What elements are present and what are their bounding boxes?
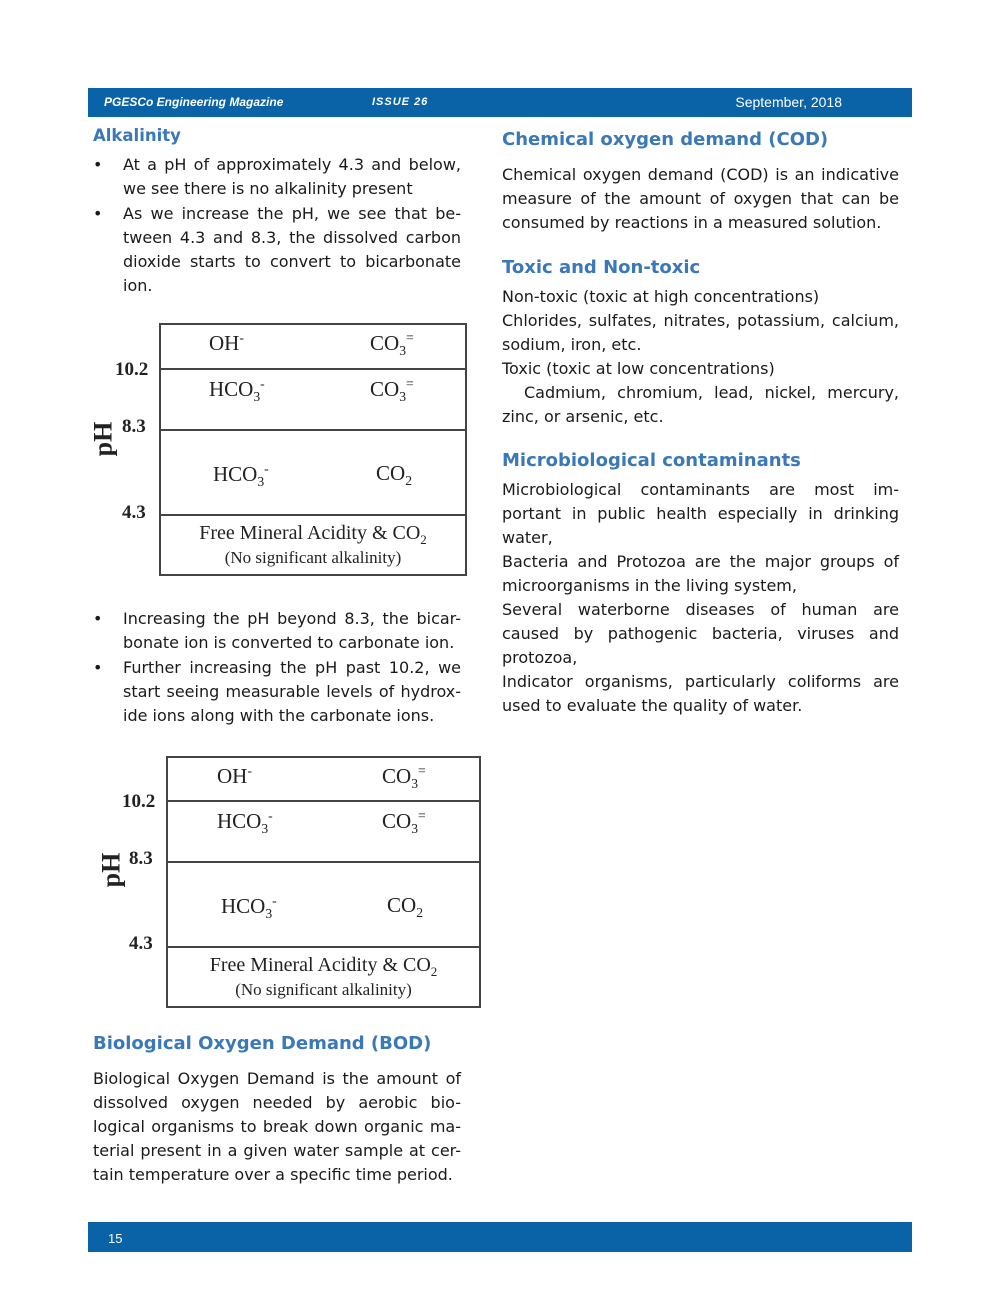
list-item: • At a pH of approximately 4.3 and below, we see there is no alkalinity present xyxy=(93,153,461,201)
list-item: • Increasing the pH beyond 8.3, the bicar-bonate ion is converted to carbonate ion. xyxy=(93,607,461,655)
page-header xyxy=(88,88,912,117)
toxic-line: Non-toxic (toxic at high concentrations) xyxy=(502,287,820,306)
issue-number: ISSUE 26 xyxy=(372,96,429,108)
toxic-line: Cadmium, chromium, lead, nickel, mercury, zinc, or arsenic, etc. xyxy=(502,383,899,426)
alkalinity-section-continued xyxy=(93,607,461,729)
alkalinity-heading: Alkalinity xyxy=(93,126,181,145)
microbiological-paragraph: Microbiological contaminants are most im-portant in public health especially in drinking water, xyxy=(502,480,899,547)
tick-label: 10.2 xyxy=(122,791,156,812)
hydroxide-label: OH- xyxy=(217,763,252,788)
cod-section xyxy=(502,129,899,235)
page-number: 15 xyxy=(108,1231,123,1246)
issue-date: September, 2018 xyxy=(735,94,842,110)
ph-axis-label: pH xyxy=(96,852,126,888)
toxic-heading: Toxic and Non-toxic xyxy=(502,257,701,278)
carbonate-label: $CO_3^=$ xyxy=(382,808,426,837)
page-footer xyxy=(88,1222,912,1252)
bod-paragraph: Biological Oxygen Demand is the amount of dissolved oxygen needed by aerobic bio-logical organisms to break down organic ma-terial present in a given water sample at cer-tain temperature over a specific time period. xyxy=(93,1069,461,1184)
carbon-dioxide-label: $CO_2$ xyxy=(387,893,424,921)
alkalinity-bullets-2 xyxy=(93,607,461,728)
hydroxide-label: OH- xyxy=(209,330,244,355)
toxic-section xyxy=(502,257,899,429)
microbiological-section xyxy=(502,450,899,718)
bicarbonate-label: $HCO_3^-$ xyxy=(221,893,277,922)
microbiological-paragraph: Several waterborne diseases of human are caused by pathogenic bacteria, viruses and protozoa, xyxy=(502,600,899,667)
divider xyxy=(166,861,481,863)
divider xyxy=(159,368,467,370)
free-mineral-acidity-label: Free Mineral Acidity & $CO_2$ xyxy=(209,954,438,979)
alkalinity-section xyxy=(93,126,461,299)
tick-label: 8.3 xyxy=(122,416,146,437)
bicarbonate-label: $HCO_3^-$ xyxy=(217,808,273,837)
toxic-line: Toxic (toxic at low concentrations) xyxy=(502,359,775,378)
no-alkalinity-note: (No significant alkalinity) xyxy=(224,548,402,567)
alkalinity-bullets-1 xyxy=(93,153,461,298)
microbiological-heading: Microbiological contaminants xyxy=(502,450,801,471)
carbonate-label: $CO_3^=$ xyxy=(370,376,414,405)
bicarbonate-label: $HCO_3^-$ xyxy=(209,376,265,405)
cod-heading: Chemical oxygen demand (COD) xyxy=(502,129,829,150)
tick-label: 4.3 xyxy=(129,933,153,954)
ph-diagram-1 xyxy=(88,322,473,580)
bicarbonate-label: $HCO_3^-$ xyxy=(213,461,269,490)
toxic-line: Chlorides, sulfates, nitrates, potassium, calcium, sodium, iron, etc. xyxy=(502,311,899,354)
divider xyxy=(166,800,481,802)
tick-label: 4.3 xyxy=(122,502,146,523)
carbon-dioxide-label: $CO_2$ xyxy=(376,461,413,489)
tick-label: 10.2 xyxy=(115,359,149,380)
list-item: • Further increasing the pH past 10.2, we start seeing measurable levels of hydrox-ide ions along with the carbonate ions. xyxy=(93,656,461,728)
carbonate-label: $CO_3^=$ xyxy=(382,763,426,792)
list-item: • As we increase the pH, we see that be-tween 4.3 and 8.3, the dissolved carbon dioxide starts to convert to bicarbonate ion. xyxy=(93,202,461,298)
cod-paragraph: Chemical oxygen demand (COD) is an indicative measure of the amount of oxygen that can be consumed by reactions in a measured solution. xyxy=(502,165,899,232)
tick-label: 8.3 xyxy=(129,848,153,869)
divider xyxy=(159,429,467,431)
divider xyxy=(166,946,481,948)
ph-axis-label: pH xyxy=(88,421,118,457)
divider xyxy=(159,514,467,516)
no-alkalinity-note: (No significant alkalinity) xyxy=(235,980,412,999)
carbonate-label: $CO_3^=$ xyxy=(370,330,414,359)
bod-section xyxy=(93,1033,461,1187)
free-mineral-acidity-label: Free Mineral Acidity & $CO_2$ xyxy=(199,522,427,547)
ph-diagram-2 xyxy=(92,755,487,1011)
bod-heading: Biological Oxygen Demand (BOD) xyxy=(93,1033,432,1054)
microbiological-paragraph: Indicator organisms, particularly coliforms are used to evaluate the quality of water. xyxy=(502,672,899,715)
magazine-name: PGESCo Engineering Magazine xyxy=(104,95,284,109)
microbiological-paragraph: Bacteria and Protozoa are the major groups of microorganisms in the living system, xyxy=(502,552,899,595)
